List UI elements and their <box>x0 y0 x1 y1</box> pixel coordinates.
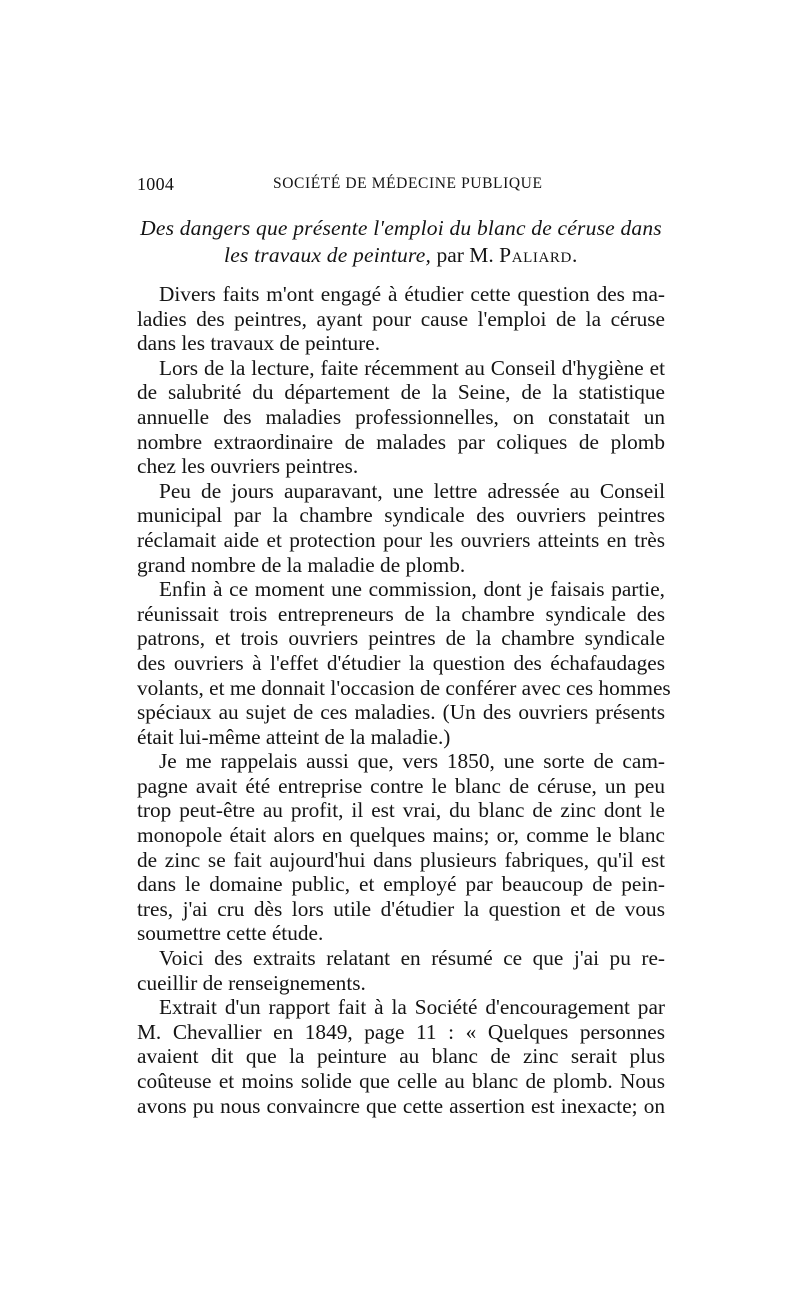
text-line: réclamait aide et protection pour les ouvriers atteints en très <box>137 527 665 552</box>
running-title: SOCIÉTÉ DE MÉDECINE PUBLIQUE <box>273 175 543 192</box>
text-line: nombre extraordinaire de malades par coliques de plomb <box>137 429 665 454</box>
text-line: dans le domaine public, et employé par beaucoup de pein- <box>137 872 665 897</box>
text-line: spéciaux au sujet de ces maladies. (Un des ouvriers présents <box>137 700 665 725</box>
text-line: ladies des peintres, ayant pour cause l'emploi de la céruse <box>137 306 665 331</box>
text-line: de salubrité du département de la Seine, de la statistique <box>137 380 665 405</box>
text-line: Voici des extraits relatant en résumé ce que j'ai pu re- <box>159 946 665 971</box>
text-line: coûteuse et moins solide que celle au blanc de plomb. Nous <box>137 1069 665 1093</box>
text-line: pagne avait été entreprise contre le blanc de céruse, un peu <box>137 773 665 798</box>
text-line: avons pu nous convaincre que cette assertion est inexacte; on <box>137 1093 665 1118</box>
body-text <box>137 282 671 1118</box>
paragraph <box>137 995 665 1118</box>
text-line: réunissait trois entrepreneurs de la chambre syndicale des <box>137 601 665 626</box>
text-line: chez les ouvriers peintres. <box>137 454 359 479</box>
text-line: de zinc se fait aujourd'hui dans plusieurs fabriques, qu'il est <box>137 847 665 872</box>
text-line: Extrait d'un rapport fait à la Société d'encouragement par <box>159 995 665 1020</box>
text-line: avaient dit que la peinture au blanc de zinc serait plus <box>137 1044 665 1069</box>
text-line: municipal par la chambre syndicale des ouvriers peintres <box>137 503 665 528</box>
text-line: Peu de jours auparavant, une lettre adressée au Conseil <box>159 478 665 503</box>
text-line: annuelle des maladies professionnelles, on constatait un <box>137 404 665 429</box>
paragraph <box>137 479 665 577</box>
page-number: 1004 <box>137 174 175 194</box>
text-line: volants, et me donnait l'occasion de conférer avec ces hommes <box>137 675 671 700</box>
text-line: cueillir de renseignements. <box>137 970 366 995</box>
paragraph <box>137 577 671 749</box>
text-line: Je me rappelais aussi que, vers 1850, une sorte de cam- <box>159 749 665 774</box>
article-title-by: par M. <box>436 243 494 267</box>
paragraph <box>137 282 665 356</box>
text-line: M. Chevallier en 1849, page 11 : « Quelques personnes <box>137 1019 665 1044</box>
text-line: Divers faits m'ont engagé à étudier cette question des ma- <box>159 282 665 306</box>
article-author: Paliard. <box>499 243 578 267</box>
text-line: dans les travaux de peinture. <box>137 331 381 356</box>
text-line: Enfin à ce moment une commission, dont je faisais partie, <box>159 577 665 602</box>
text-line: tres, j'ai cru dès lors utile d'étudier la question et de vous <box>137 896 665 921</box>
article-title <box>137 215 665 269</box>
text-line: était lui-même atteint de la maladie.) <box>137 724 451 749</box>
article-title-text: Des dangers que présente l'emploi du blanc de céruse dans les travaux de peinture, <box>140 216 662 267</box>
text-line: Lors de la lecture, faite récemment au Conseil d'hygiène et <box>159 355 665 380</box>
running-header <box>137 174 665 198</box>
text-line: patrons, et trois ouvriers peintres de la chambre syndicale <box>137 626 665 651</box>
text-line: des ouvriers à l'effet d'étudier la question des échafaudages <box>137 650 665 675</box>
paragraph <box>137 946 665 995</box>
text-line: soumettre cette étude. <box>137 921 324 946</box>
paragraph <box>137 749 665 946</box>
paragraph <box>137 356 665 479</box>
text-line: trop peut-être au profit, il est vrai, du blanc de zinc dont le <box>137 798 665 823</box>
text-line: grand nombre de la maladie de plomb. <box>137 552 466 577</box>
text-line: monopole était alors en quelques mains; or, comme le blanc <box>137 823 665 848</box>
